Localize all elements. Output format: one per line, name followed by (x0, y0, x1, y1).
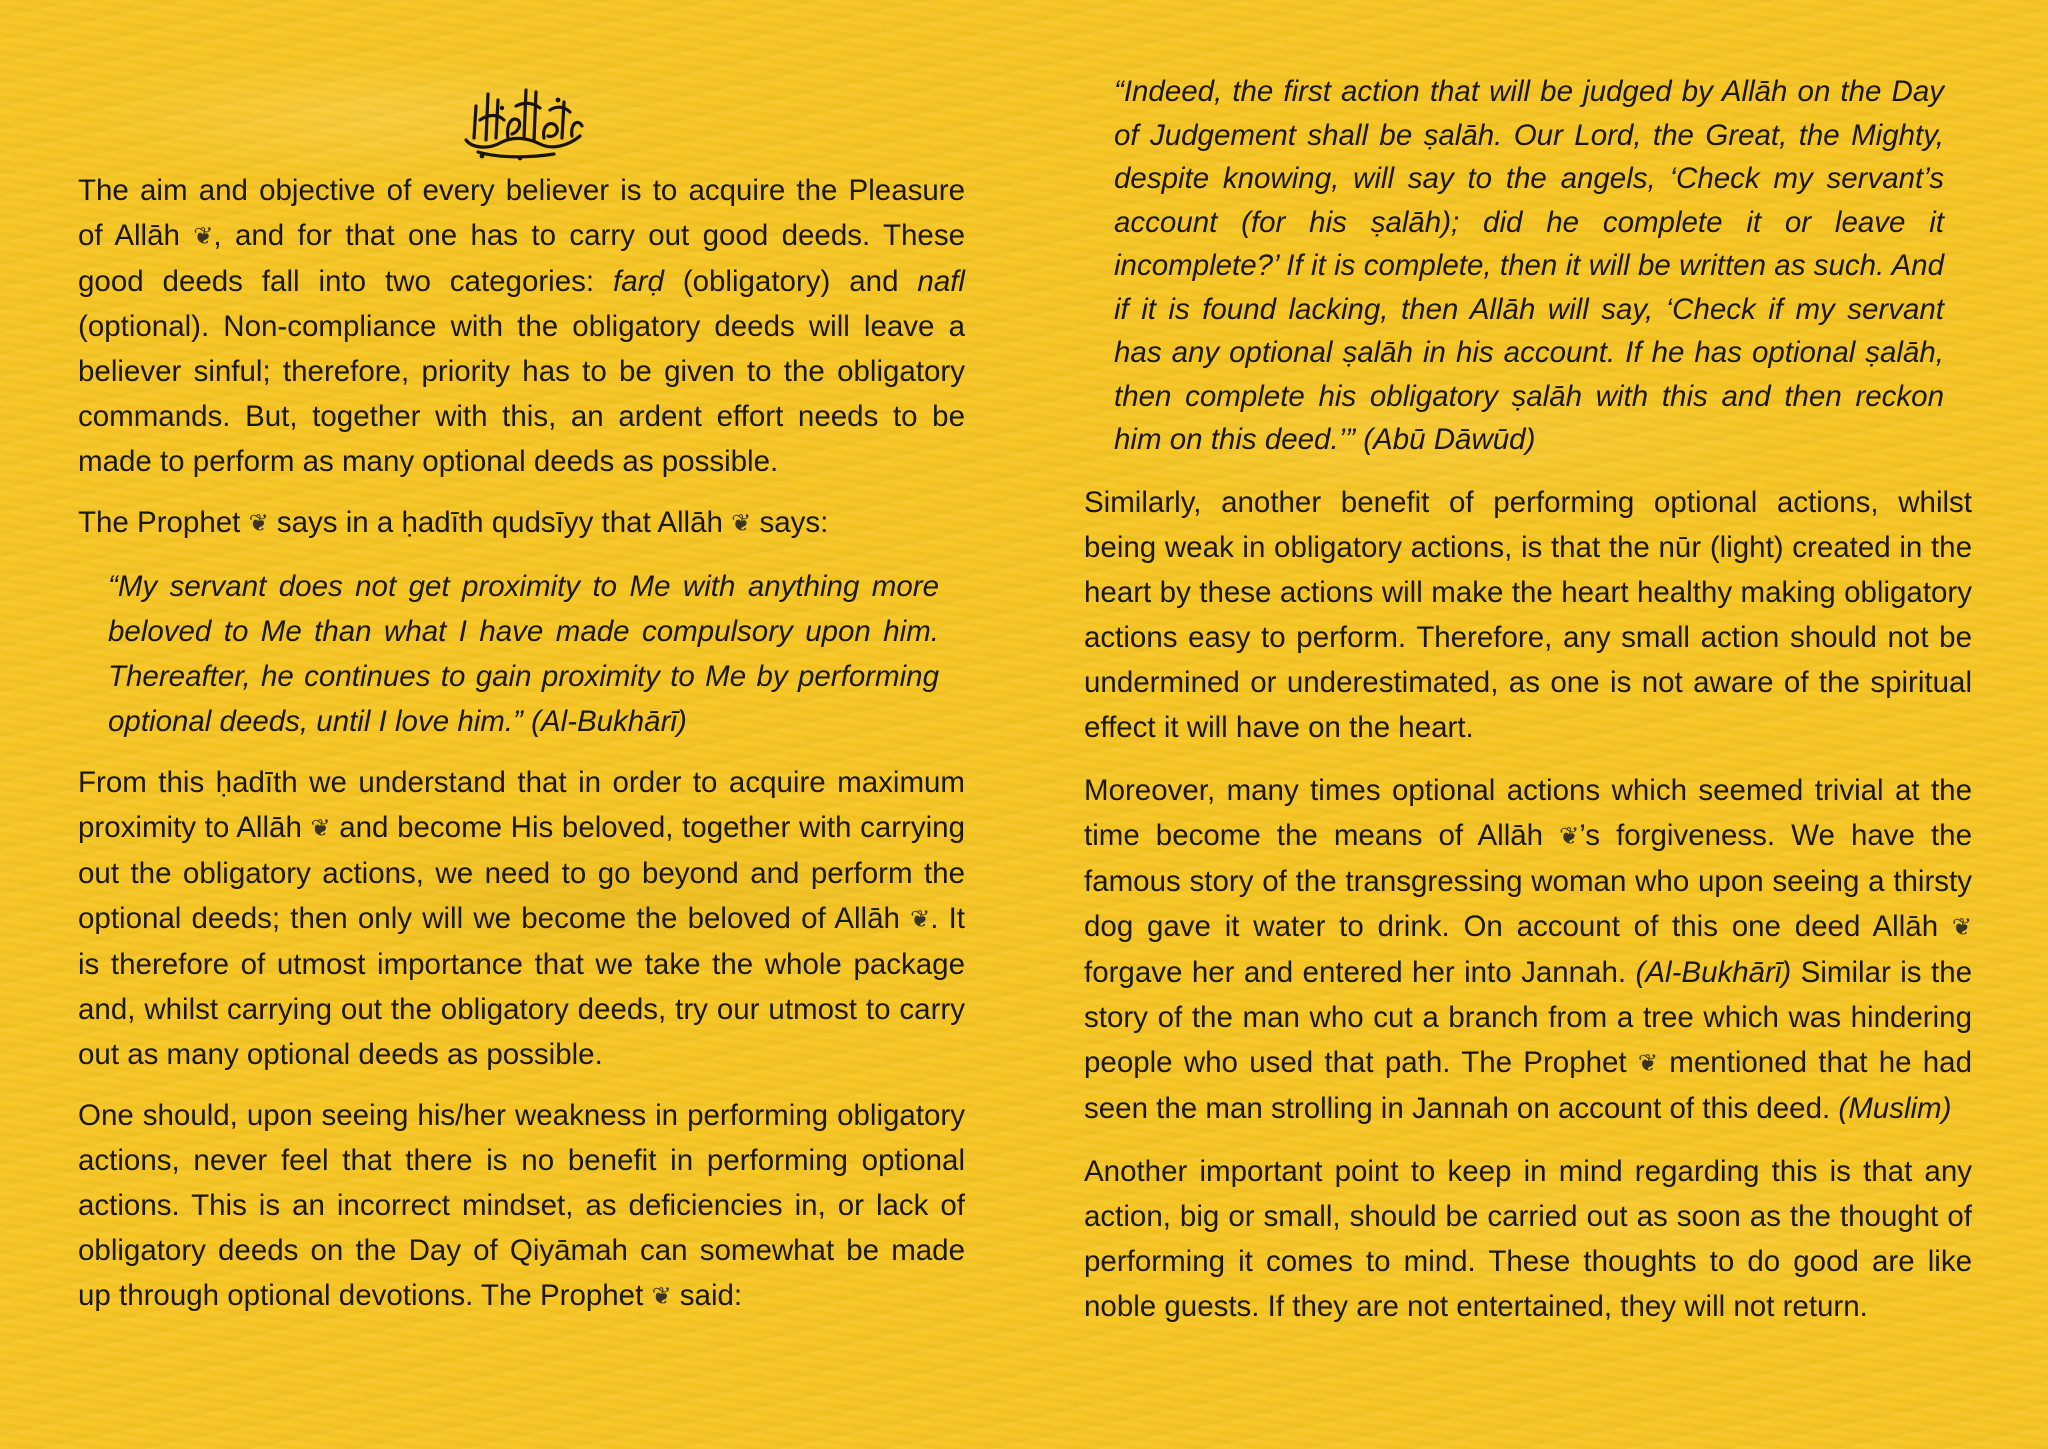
paragraph-act-promptly: Another important point to keep in mind regarding this is that any action, big or small, should be carried out as soon as the thought of performing it comes to mind. These thoughts to do good are like noble guests. If they are not entertained, they will not return. (1084, 1154, 1972, 1323)
salutation-ligature-icon: ❦ (910, 905, 931, 933)
source-citation: (Al-Bukhārī) (1635, 955, 1792, 989)
salutation-ligature-icon: ❦ (1951, 912, 1972, 941)
hadith-quote-salah-judgement: “Indeed, the first action that will be judged by Allāh on the Day of Judgement shall be ṣalāh. Our Lord, the Great, the Mighty, despite knowing, will say to the angels, ‘Check my servant’s account (for his ṣalāh); did he complete it or leave it incomplete?’ If it is complete, then it will be written as such. And if it is found lacking, then Allāh will say, ‘Check if my servant has any optional ṣalāh in his account. If he has optional ṣalāh, then complete his obligatory ṣalāh with this and then reckon him on this deed.’” (Abū Dāwūd) (1114, 75, 1944, 456)
source-citation: (Muslim) (1838, 1091, 1952, 1125)
paragraph-aim-and-objective: The aim and objective of every believer is to acquire the Pleasure of Allāh ❦, and for that one has to carry out good deeds. These good deeds fall into two categories: farḍ (obligatory) and nafl (optional). Non-compliance with the obligatory deeds will leave a believer sinful; therefore, priority has to be given to the obligatory commands. But, together with this, an ardent effort needs to be made to perform as many optional deeds as possible. (78, 174, 965, 478)
paragraph-weakness-in-obligatory: One should, upon seeing his/her weakness in performing obligatory actions, never feel that there is no benefit in performing optional actions. This is an incorrect mindset, as deficiencies in, or lack of obligatory deeds on the Day of Qiyāmah can somewhat be made up through optional devotions. The Prophet ❦ said: (78, 1099, 965, 1312)
salutation-ligature-icon: ❦ (651, 1282, 672, 1310)
salutation-ligature-icon: ❦ (248, 509, 269, 537)
right-column (1084, 70, 1972, 1329)
salutation-ligature-icon: ❦ (193, 222, 214, 250)
paragraph-hadith-intro: The Prophet ❦ says in a ḥadīth qudsīyy that Allāh ❦ says: (78, 506, 829, 539)
left-column (78, 80, 965, 1319)
basmala-calligraphy-icon (458, 80, 588, 162)
salutation-ligature-icon: ❦ (310, 814, 331, 842)
paragraph-trivial-actions-forgiveness: Moreover, many times optional actions which seemed trivial at the time become the means of Allāh ❦’s forgiveness. We have the famous story of the transgressing woman who upon seeing a thirsty dog gave it water to drink. On account of this one deed Allāh ❦ forgave her and entered her into Jannah. (Al-Bukhārī) Similar is the story of the man who cut a branch from a tree which was hindering people who used that path. The Prophet ❦ mentioned that he had seen the man strolling in Jannah on account of this deed. (Muslim) (1084, 773, 1973, 1125)
salutation-ligature-icon: ❦ (731, 509, 752, 537)
salutation-ligature-icon: ❦ (1559, 821, 1580, 850)
salutation-ligature-icon: ❦ (1637, 1048, 1658, 1077)
paragraph-benefit-of-optional: Similarly, another benefit of performing optional actions, whilst being weak in obligatory actions, is that the nūr (light) created in the heart by these actions will make the heart healthy making obligatory actions easy to perform. Therefore, any small action should not be undermined or underestimated, as one is not aware of the spiritual effect it will have on the heart. (1084, 485, 1972, 744)
paragraph-from-this-hadith: From this ḥadīth we understand that in order to acquire maximum proximity to Allāh ❦ and become His beloved, together with carrying out the obligatory actions, we need to go beyond and perform the optional deeds; then only will we become the beloved of Allāh ❦. It is therefore of utmost importance that we take the whole package and, whilst carrying out the obligatory deeds, try our utmost to carry out as many optional deeds as possible. (78, 766, 965, 1071)
hadith-quote-proximity: “My servant does not get proximity to Me with anything more beloved to Me than what I have made compulsory upon him. Thereafter, he continues to gain proximity to Me by performing optional deeds, until I love him.” (Al-Bukhārī) (108, 570, 939, 738)
